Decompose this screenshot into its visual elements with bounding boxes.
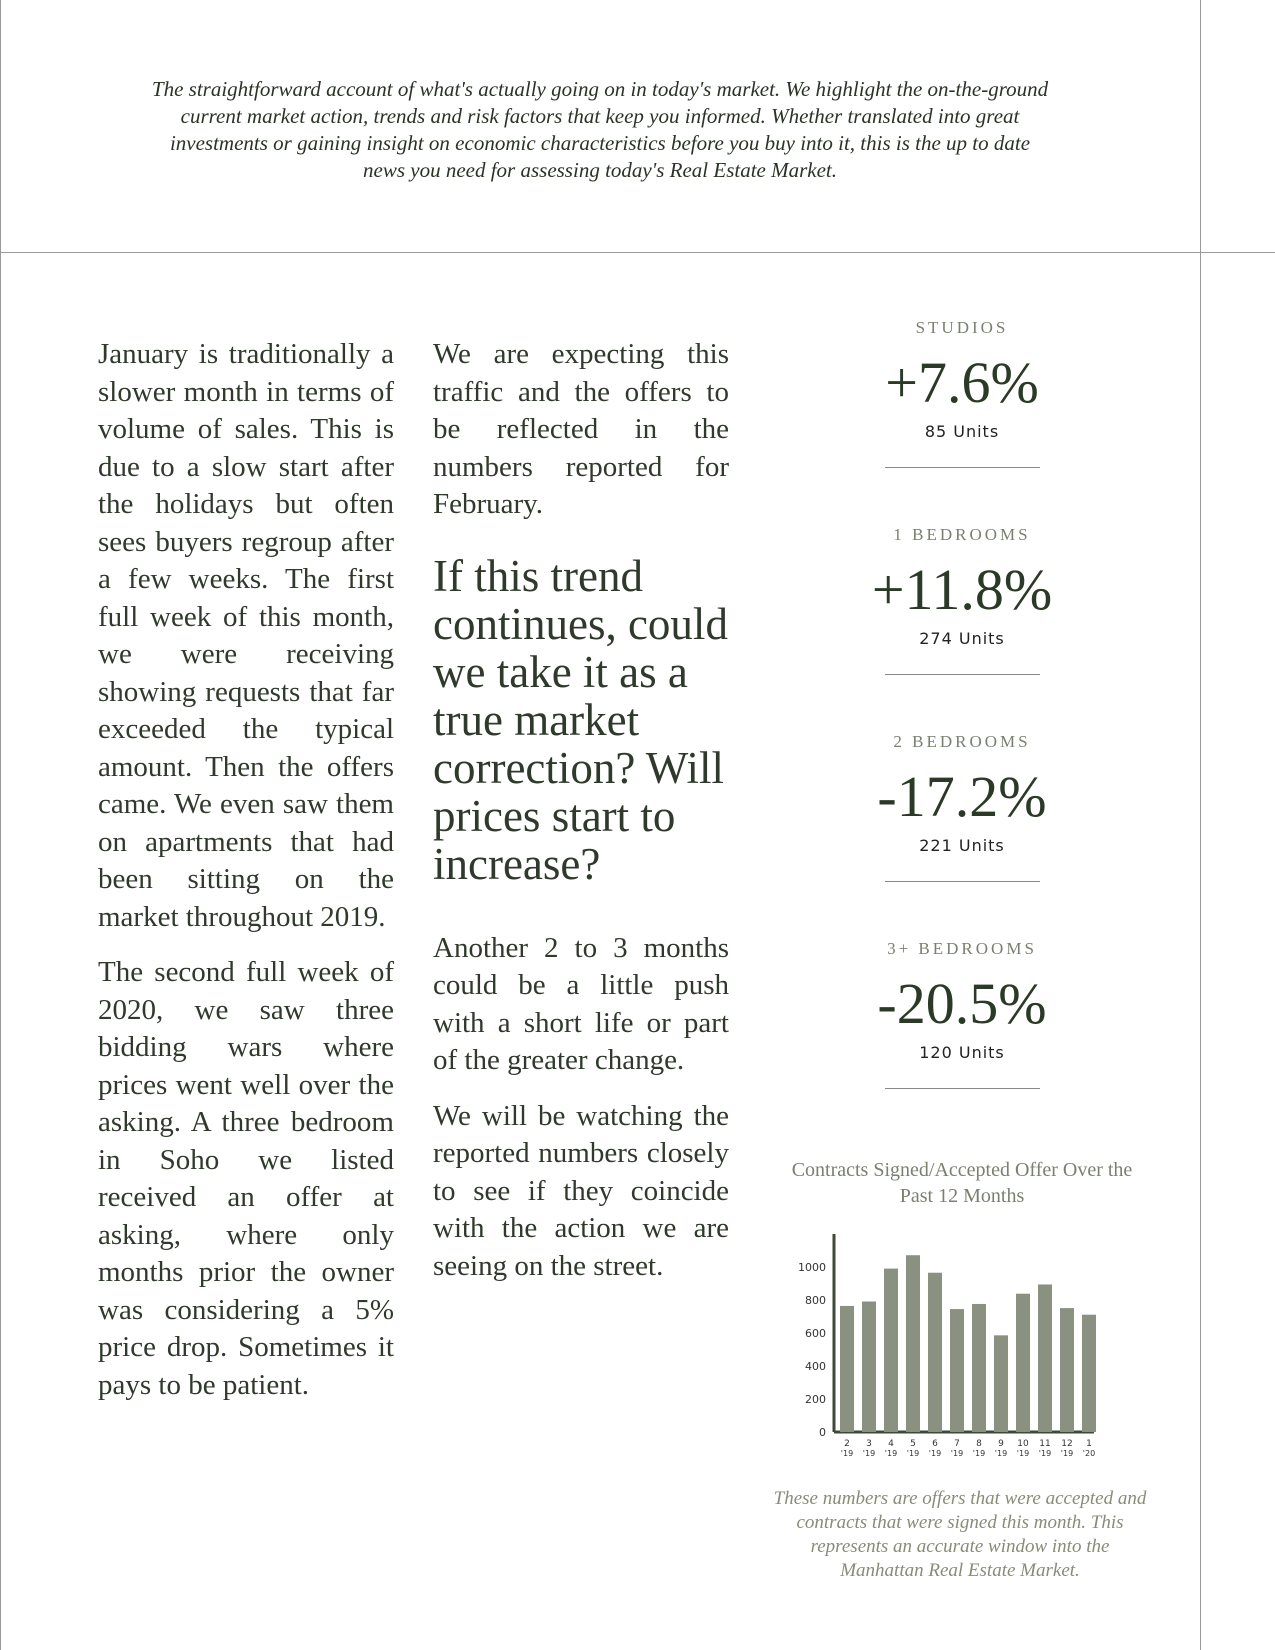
- paragraph: Another 2 to 3 months could be a little push with a short life or part of the greater change.: [433, 931, 729, 1076]
- x-tick-year: '19: [972, 1449, 986, 1458]
- pull-quote: If this trend continues, could we take it as a true market correction? Will prices start to increase?: [433, 550, 728, 889]
- x-tick-year: '19: [1060, 1449, 1074, 1458]
- x-tick-year: '19: [1016, 1449, 1030, 1458]
- stat-1-bedrooms: [852, 525, 1072, 732]
- stat-value: +11.8%: [871, 557, 1053, 622]
- bar: [994, 1335, 1008, 1432]
- divider: [885, 467, 1040, 468]
- chart-title: Contracts Signed/Accepted Offer Over the Past 12 Months: [791, 1159, 1133, 1207]
- y-tick-label: 200: [805, 1392, 826, 1406]
- x-tick-year: '20: [1082, 1449, 1096, 1458]
- contracts-bar-chart: [790, 1225, 1120, 1470]
- intro-text: The straightforward account of what's actually going on in today's market. We highlight the on-the-ground current market action, trends and risk factors that keep you informed. Whether translated into great investments or gaining insight on economic characteristics before you buy into it, this is the up to date news you need for assessing today's Real Estate Market.: [151, 77, 1049, 182]
- x-tick-year: '19: [906, 1449, 920, 1458]
- bar: [972, 1304, 986, 1432]
- paragraph: We are expecting this traffic and the offers to be reflected in the numbers reported for February.: [433, 338, 729, 520]
- bar: [1038, 1284, 1052, 1432]
- stat-units: 221 Units: [919, 836, 1005, 855]
- y-tick-label: 0: [819, 1426, 826, 1439]
- x-tick-year: '19: [840, 1449, 854, 1458]
- x-tick-year: '19: [994, 1449, 1008, 1458]
- x-tick-year: '19: [950, 1449, 964, 1458]
- x-tick-year: '19: [884, 1449, 898, 1458]
- stat-label: STUDIOS: [915, 318, 1009, 337]
- bar: [906, 1255, 920, 1432]
- left-border: [0, 0, 1, 1650]
- x-tick-label: 9: [998, 1439, 1004, 1449]
- y-tick-label: 400: [805, 1359, 826, 1373]
- y-tick-label: 600: [805, 1326, 826, 1340]
- x-tick-label: 5: [910, 1439, 916, 1449]
- bar: [1060, 1308, 1074, 1432]
- x-tick-year: '19: [862, 1449, 876, 1458]
- stat-value: -17.2%: [877, 764, 1047, 829]
- x-tick-label: 8: [976, 1439, 982, 1449]
- header-divider: [0, 252, 1275, 253]
- x-tick-label: 10: [1017, 1439, 1029, 1449]
- stat-2-bedrooms: [852, 732, 1072, 939]
- x-tick-year: '19: [1038, 1449, 1052, 1458]
- divider: [885, 674, 1040, 675]
- bar: [884, 1269, 898, 1432]
- y-tick-label: 1000: [798, 1260, 826, 1274]
- bar: [840, 1306, 854, 1432]
- stat-label: 1 BEDROOMS: [893, 525, 1031, 544]
- stat-value: +7.6%: [885, 350, 1039, 415]
- x-tick-label: 1: [1086, 1439, 1092, 1449]
- stat-3-bedrooms: [852, 939, 1072, 1146]
- x-tick-label: 7: [954, 1439, 960, 1449]
- bar: [1082, 1315, 1096, 1432]
- bar: [928, 1273, 942, 1432]
- stat-units: 85 Units: [924, 422, 1000, 441]
- divider: [885, 881, 1040, 882]
- x-tick-label: 3: [866, 1439, 872, 1449]
- right-border: [1200, 0, 1201, 1650]
- bar: [1016, 1294, 1030, 1432]
- x-tick-label: 12: [1061, 1439, 1073, 1449]
- article-column-1: [98, 336, 394, 1422]
- paragraph: January is traditionally a slower month in terms of volume of sales. This is due to a slow start after the holidays but often sees buyers regroup after a few weeks. The first full week of this month, we were receiving showing requests that far exceeded the typical amount. Then the offers came. We even saw them on apartments that had been sitting on the market throughout 2019.: [98, 338, 394, 933]
- bar: [862, 1301, 876, 1432]
- stat-value: -20.5%: [877, 971, 1047, 1036]
- stat-units: 274 Units: [919, 629, 1005, 648]
- x-tick-label: 11: [1039, 1439, 1051, 1449]
- divider: [885, 1088, 1040, 1089]
- y-tick-label: 800: [805, 1293, 826, 1307]
- article-column-2: [433, 336, 729, 1303]
- stat-label: 2 BEDROOMS: [893, 732, 1031, 751]
- x-tick-label: 6: [932, 1439, 938, 1449]
- bar: [950, 1309, 964, 1432]
- stat-units: 120 Units: [919, 1043, 1005, 1062]
- paragraph: We will be watching the reported numbers closely to see if they coincide with the action we are seeing on the street.: [433, 1099, 729, 1282]
- stat-label: 3+ BEDROOMS: [887, 939, 1037, 958]
- stat-studios: [852, 318, 1072, 525]
- paragraph: The second full week of 2020, we saw three bidding wars where prices went well over the asking. A three bedroom in Soho we listed received an offer at asking, where only months prior the owner was considering a 5% price drop. Sometimes it pays to be patient.: [98, 956, 394, 1401]
- unit-stats: [852, 318, 1072, 1146]
- x-tick-label: 2: [844, 1439, 850, 1449]
- x-tick-label: 4: [888, 1439, 894, 1449]
- x-tick-year: '19: [928, 1449, 942, 1458]
- chart-caption: These numbers are offers that were accepted and contracts that were signed this month. This represents an accurate window into the Manhattan Real Estate Market.: [773, 1488, 1147, 1581]
